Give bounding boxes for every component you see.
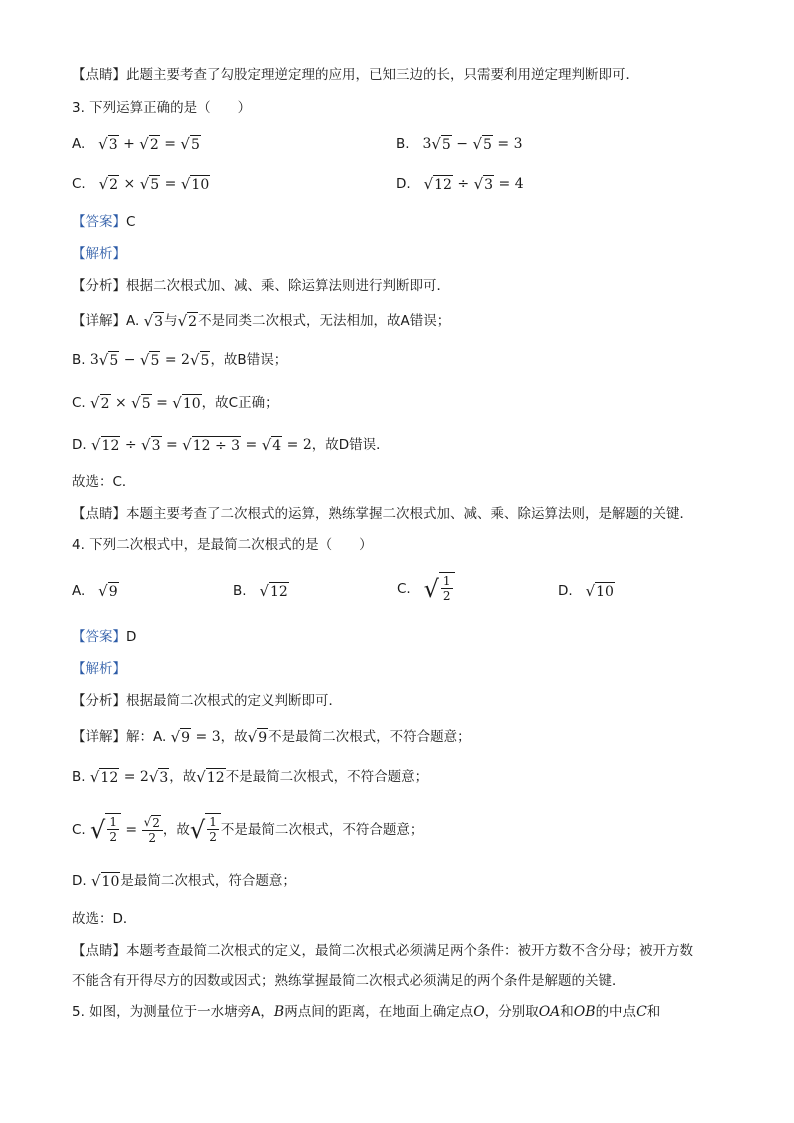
option-label: A.	[72, 136, 86, 152]
q3-option-d: D. √ 12 ÷ √ 3 = 4	[396, 174, 524, 193]
answer-label: 【答案】	[72, 214, 126, 230]
sqrt-3: √ 3	[98, 134, 118, 153]
sqrt-5: √ 5	[180, 134, 200, 153]
dianjing-line-q2	[72, 65, 639, 85]
question-3-text: 3. 下列运算正确的是（ ）	[72, 100, 252, 116]
q3-dianjing: 【点睛】本题主要考查了二次根式的运算，熟练掌握二次根式加、减、乘、除运算法则，是解题的关键．	[72, 506, 693, 522]
q4-detail-d: D. √ 10 是最简二次根式，符合题意；	[72, 871, 296, 890]
q4-option-c: C. √ $\frac{1}{2}$	[397, 572, 455, 606]
q4-detail-c: C. √ $\frac{1}{2}$ = √ 2 2 ，故 √ $\frac{1}{2}$ 不是最简二次根式，不符合题意；	[72, 815, 424, 845]
q4-dianjing-1: 【点睛】本题考查最简二次根式的定义，最简二次根式必须满足两个条件：被开方数不含分母；被开方数	[72, 943, 693, 959]
q3-option-b: B. 3 √ 5 − √ 5 = 3	[396, 134, 523, 153]
question-3	[72, 98, 251, 118]
q3-choose: 故选：C．	[72, 474, 136, 490]
question-5: 5. 如图，为测量位于一水塘旁A，B两点间的距离，在地面上确定点O，分别取OA和OB的中点C和	[72, 1004, 661, 1020]
q3-answer: 【答案】C	[72, 214, 136, 230]
q3-detail-c: C. √ 2 × √ 5 = √ 10 ，故C正确；	[72, 393, 279, 412]
sqrt-2: √ 2	[139, 134, 159, 153]
q4-analysis-label: 【解析】	[72, 661, 126, 677]
dianjing-text: 【点睛】此题主要考查了勾股定理逆定理的应用，已知三边的长，只需要利用逆定理判断即可．	[72, 67, 639, 83]
option-label: B.	[396, 136, 410, 152]
q4-option-d: D. √ 10	[558, 581, 614, 600]
q3-detail-d: D. √ 12 ÷ √ 3 = √ 12 ÷ 3 = √ 4 = 2，故D错误．	[72, 435, 390, 454]
q3-option-a: A. √ 3 + √ 2 = √ 5	[72, 134, 200, 153]
q4-detail-b: B. √ 12 = 2 √ 3 ，故 √ 12 不是最简二次根式，不符合题意；	[72, 767, 429, 786]
option-label: C.	[72, 176, 86, 192]
q4-option-b: B. √ 12	[233, 581, 288, 600]
q4-option-a: A. √ 9	[72, 581, 118, 600]
q4-dianjing-2: 不能含有开得尽方的因数或因式；熟练掌握最简二次根式必须满足的两个条件是解题的关键．	[72, 973, 626, 989]
q4-choose: 故选：D．	[72, 911, 137, 927]
q3-detail-a: 【详解】A. √ 3 与 √ 2 不是同类二次根式，无法相加，故A错误；	[72, 311, 451, 330]
q4-detail-a: 【详解】解：A. √ 9 = 3，故 √ 9 不是最简二次根式，不符合题意；	[72, 727, 471, 746]
option-label: D.	[396, 176, 411, 192]
q3-option-c: C. √ 2 × √ 5 = √ 10	[72, 174, 210, 193]
q4-fenxi: 【分析】根据最简二次根式的定义判断即可．	[72, 693, 342, 709]
q3-detail-b: B. 3 √ 5 − √ 5 = 2 √ 5 ，故B错误；	[72, 350, 288, 369]
question-4-text: 4. 下列二次根式中，是最简二次根式的是（ ）	[72, 537, 373, 553]
q4-answer: 【答案】D	[72, 629, 137, 645]
q3-fenxi: 【分析】根据二次根式加、减、乘、除运算法则进行判断即可．	[72, 278, 450, 294]
question-4	[72, 535, 373, 555]
q3-analysis-label: 【解析】	[72, 246, 126, 262]
